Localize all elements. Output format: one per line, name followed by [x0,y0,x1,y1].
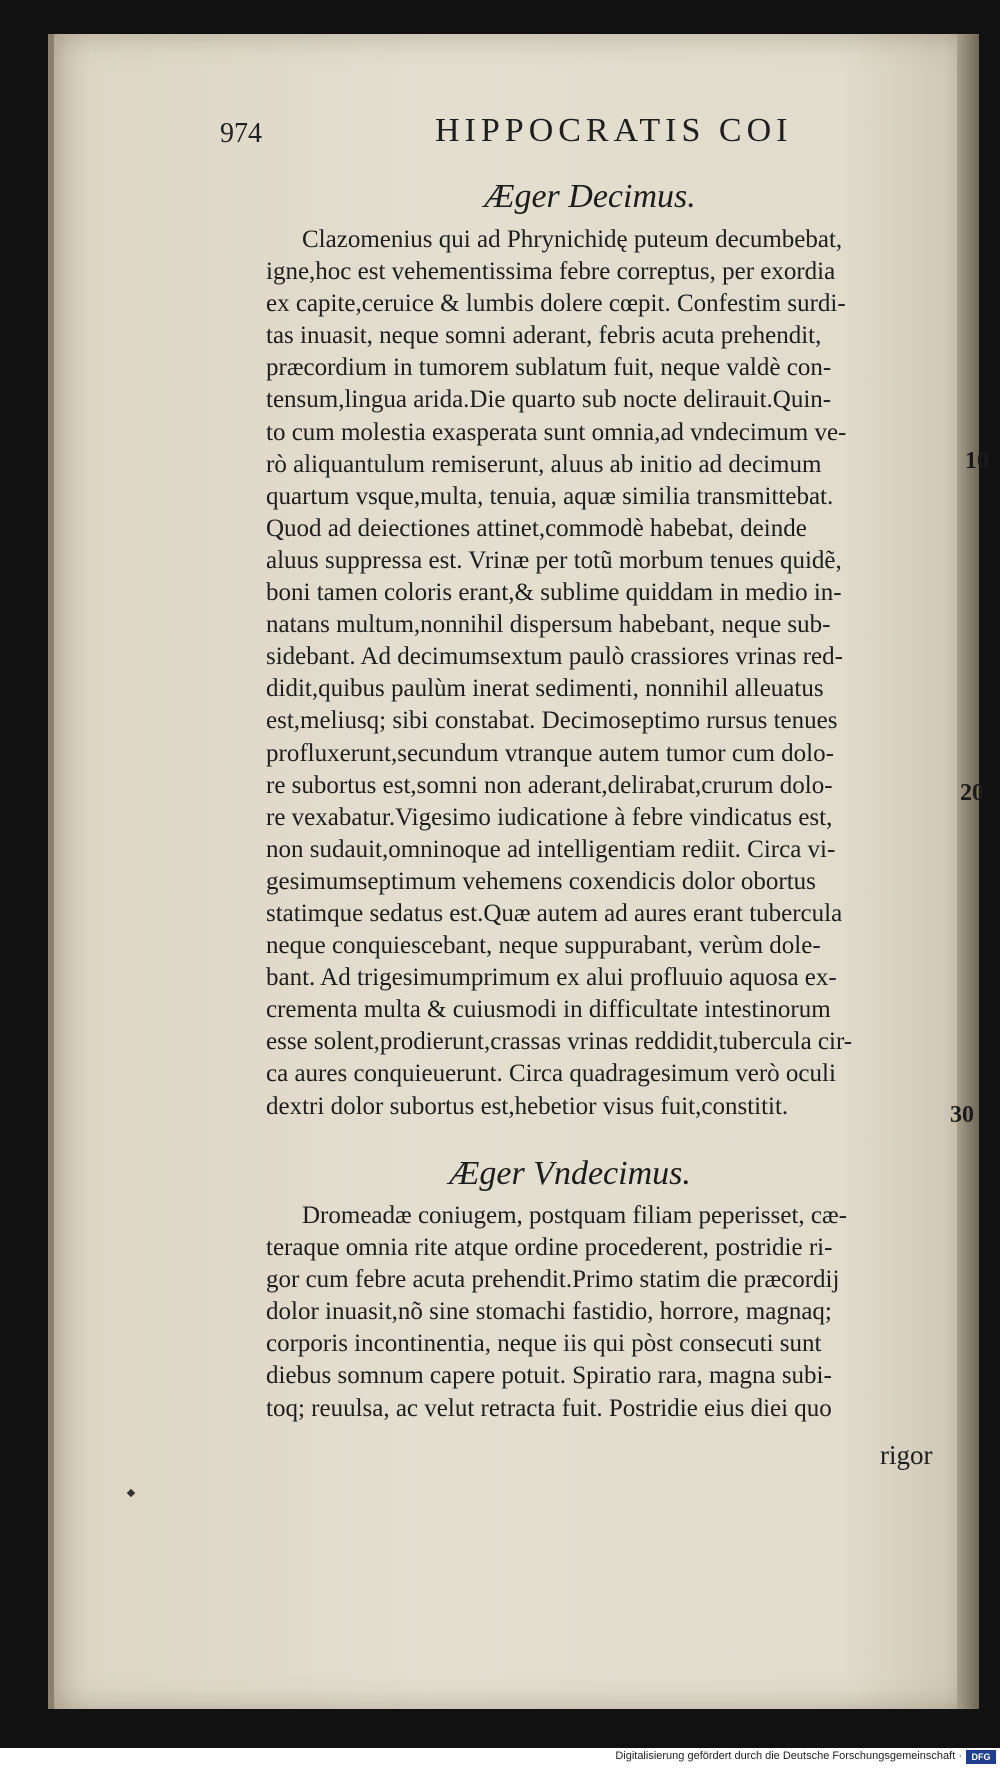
text-line: est,meliusq; sibi constabat. Decimoseptimo rursus tenues [266,707,838,735]
text-line: corporis incontinentia, neque iis qui pòst consecuti sunt [266,1330,822,1358]
text-line: natans multum,nonnihil dispersum habebant, neque sub- [266,611,831,639]
margin-line-number: 30 [950,1102,974,1128]
text-line: aluus suppressa est. Vrinæ per totũ morbum tenues quidẽ, [266,546,842,574]
text-line: statimque sedatus est.Quæ autem ad aures erant tubercula [266,899,843,927]
text-line: teraque omnia rite atque ordine procederent, postridie ri- [266,1234,833,1262]
text-line: toq; reuulsa, ac velut retracta fuit. Postridie eius diei quo [266,1394,832,1422]
text-line: non sudauit,omninoque ad intelligentiam rediit. Circa vi- [266,835,836,863]
text-line: tas inuasit, neque somni aderant, febris acuta prehendit, [266,322,822,350]
text-line: ex capite,ceruice & lumbis dolere cœpit. Confestim surdi- [266,290,846,318]
section-body-aeger-vndecimus [266,1200,946,1425]
text-line: gor cum febre acuta prehendit.Primo statim die præcordij [266,1266,840,1294]
footer-credit: Digitalisierung gefördert durch die Deutsche Forschungsgemeinschaft · [615,1750,962,1762]
page-spine-edge [957,34,979,1709]
text-line: rò aliquantulum remiserunt, aluus ab initio ad decimum [266,450,822,478]
catchword: rigor [880,1440,933,1470]
running-head: HIPPOCRATIS COI [435,112,793,149]
text-line: didit,quibus paulùm inerat sedimenti, nonnihil alleuatus [266,675,824,703]
margin-line-number: 20 [960,780,984,806]
text-line: boni tamen coloris erant,& sublime quiddam in medio in- [266,579,842,607]
section-title-aeger-vndecimus: Æger Vndecimus. [449,1155,691,1192]
text-line: præcordium in tumorem sublatum fuit, neque valdè con- [266,354,832,382]
text-line: dolor inuasit,nõ sine stomachi fastidio, horrore, magnaq; [266,1298,832,1326]
text-line: ca aures conquieuerunt. Circa quadragesimum verò oculi [266,1060,836,1088]
text-line: Dromeadæ coniugem, postquam filiam peperisset, cæ- [302,1202,848,1229]
page-number: 974 [220,118,262,149]
text-line: quartum vsque,multa, tenuia, aquæ similia transmittebat. [266,482,834,510]
text-line: diebus somnum capere potuit. Spiratio rara, magna subi- [266,1362,832,1390]
page-header [220,112,820,160]
dfg-logo: DFG [966,1750,996,1764]
text-line: gesimumseptimum vehemens coxendicis dolor obortus [266,867,816,895]
text-line: Clazomenius qui ad Phrynichidę puteum decumbebat, [302,226,843,253]
text-line: dextri dolor subortus est,hebetior visus fuit,constitit. [266,1092,789,1120]
text-line: profluxerunt,secundum vtranque autem tumor cum dolo- [266,739,834,767]
section-title-aeger-decimus: Æger Decimus. [484,178,696,215]
footer-bar [0,1748,1000,1768]
text-line: bant. Ad trigesimumprimum ex alui profluuio aquosa ex- [266,964,837,992]
text-line: re vexabatur.Vigesimo iudicatione à febre vindicatus est, [266,803,833,831]
text-line: sidebant. Ad decimumsextum paulò crassiores vrinas red- [266,643,843,671]
text-line: crementa multa & cuiusmodi in difficultate intestinorum [266,996,831,1024]
text-line: igne,hoc est vehementissima febre correptus, per exordia [266,258,836,286]
text-line: to cum molestia exasperata sunt omnia,ad vndecimum ve- [266,418,847,446]
text-line: Quod ad deiectiones attinet,commodè habebat, deinde [266,514,807,542]
section-body-aeger-decimus [266,224,946,1123]
text-line: tensum,lingua arida.Die quarto sub nocte delirauit.Quin- [266,386,832,414]
text-line: esse solent,prodierunt,crassas vrinas reddidit,tubercula cir- [266,1028,853,1056]
text-line: re subortus est,somni non aderant,delirabat,crurum dolo- [266,771,833,799]
margin-line-number: 10 [965,448,989,474]
text-line: neque conquiescebant, neque suppurabant, verùm dole- [266,932,821,960]
